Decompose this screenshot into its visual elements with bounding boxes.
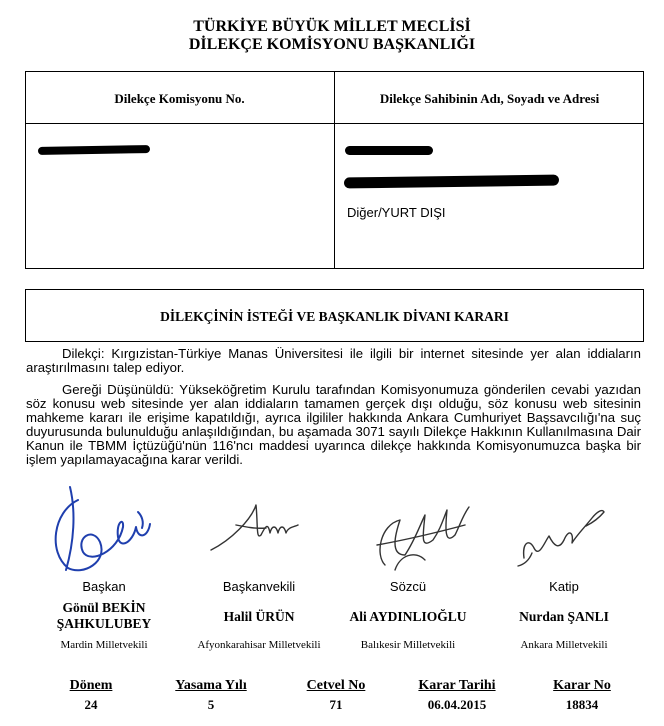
signature-sozcu xyxy=(365,495,475,575)
footer-value-karar-no: 18834 xyxy=(565,697,599,712)
title-baskan: Mardin Milletvekili xyxy=(60,639,148,651)
commission-title: DİLEKÇE KOMİSYONU BAŞKANLIĞI xyxy=(188,36,476,53)
role-baskan: Başkan xyxy=(82,579,126,594)
footer-value-yasama-yili: 5 xyxy=(207,697,215,712)
footer-value-donem: 24 xyxy=(84,697,98,712)
role-sozcu: Sözcü xyxy=(389,579,427,594)
commission-no-header: Dilekçe Komisyonu No. xyxy=(114,91,245,106)
board-resolution xyxy=(26,383,641,467)
table-header-divider xyxy=(25,123,644,124)
footer-value-karar-tarihi: 06.04.2015 xyxy=(427,697,487,712)
petitioner-header: Dilekçe Sahibinin Adı, Soyadı ve Adresi xyxy=(379,91,600,106)
signature-baskan xyxy=(38,482,168,577)
name-baskan-surname: ŞAHKULUBEY xyxy=(56,616,152,631)
redacted-petitioner-name xyxy=(345,146,433,155)
name-sozcu: Ali AYDINLIOĞLU xyxy=(349,609,467,624)
footer-label-karar-tarihi: Karar Tarihi xyxy=(418,678,496,693)
title-baskanvekili: Afyonkarahisar Milletvekili xyxy=(197,639,321,651)
footer-label-yasama-yili: Yasama Yılı xyxy=(175,678,247,693)
title-sozcu: Balıkesir Milletvekili xyxy=(360,639,456,651)
decision-heading: DİLEKÇİNİN İSTEĞİ VE BAŞKANLIK DİVANI KARARI xyxy=(160,309,509,324)
petition-summary xyxy=(26,347,641,375)
petitioner-address-region: Diğer/YURT DIŞI xyxy=(347,205,446,220)
resolution-text: Gereği Düşünüldü: Yükseköğretim Kurulu tarafından Komisyonumuza gönderilen cevabi yazıdan söz konusu web sitesinde yer alan iddiaların tamamen gerçek dışı olduğu, söz konusu web sitesinin mahkeme kararı ile erişime kapatıldığı, ayrıca ilgililer hakkında Ankara Cumhuriyet Başsavcılığı'na suç duyurusunda bulunulduğu anlaşıldığından, bu aşamada 3071 sayılı Dilekçe Hakkının Kullanılmasına Dair Kanun ile TBMM İçtüzüğü'nün 116'ncı maddesi uyarınca dilekçe hakkında Komisyonumuzca başka bir işlem yapılamayacağına karar verildi. xyxy=(26,382,641,467)
footer-label-donem: Dönem xyxy=(69,678,113,693)
institution-title: TÜRKİYE BÜYÜK MİLLET MECLİSİ xyxy=(193,18,471,35)
name-baskan: Gönül BEKİN xyxy=(62,600,146,615)
footer-label-cetvel-no: Cetvel No xyxy=(306,678,366,693)
name-baskanvekili: Halil ÜRÜN xyxy=(223,609,295,624)
petition-text: Dilekçi: Kırgızistan-Türkiye Manas Üniversitesi ile ilgili bir internet sitesinde yer alan iddiaların araştırılmasını talep ediyor. xyxy=(26,346,641,375)
signature-katip xyxy=(514,498,609,573)
role-katip: Katip xyxy=(549,579,579,594)
name-katip: Nurdan ŞANLI xyxy=(519,609,609,624)
role-baskanvekili: Başkanvekili xyxy=(222,579,296,594)
signature-baskanvekili xyxy=(206,495,306,560)
footer-value-cetvel-no: 71 xyxy=(329,697,343,712)
title-katip: Ankara Milletvekili xyxy=(520,639,608,651)
footer-label-karar-no: Karar No xyxy=(553,678,611,693)
